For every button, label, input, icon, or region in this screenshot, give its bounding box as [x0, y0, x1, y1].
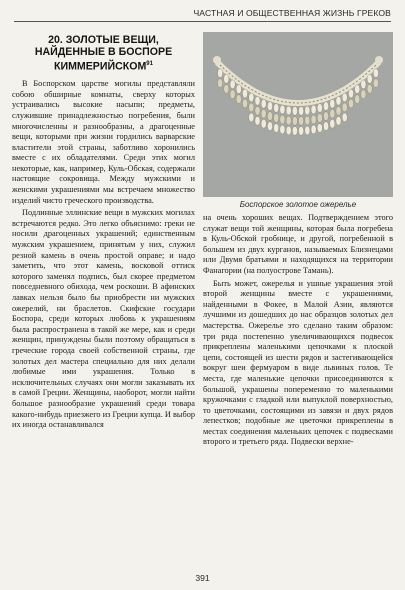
pendant: [286, 106, 291, 115]
pendant: [224, 75, 229, 84]
lion-head-clasp-left: [213, 56, 221, 64]
pendant: [311, 105, 316, 114]
pendant: [305, 126, 310, 135]
pendant: [286, 116, 291, 125]
figure-caption: Боспорское золотое ожерелье: [239, 200, 357, 209]
pendant: [230, 90, 235, 99]
page-number: 391: [195, 573, 210, 583]
pendant: [255, 106, 260, 115]
pendant: [261, 109, 266, 118]
pendant: [292, 117, 297, 126]
pendant: [255, 116, 260, 125]
pendant: [311, 115, 316, 124]
pendant: [330, 119, 335, 128]
pendant: [267, 112, 272, 121]
pendant: [218, 79, 223, 88]
pendant: [373, 79, 378, 88]
pendant: [330, 109, 335, 118]
pendant: [355, 85, 360, 94]
pendant: [292, 127, 297, 136]
pendant: [236, 85, 241, 94]
right-column: [203, 30, 393, 448]
pendant: [236, 95, 241, 104]
pendant: [274, 104, 279, 113]
paragraph: В Боспорском царстве могилы представляли собою обширные комнаты, сверху которых устраивались высокие насыпи; предметы, служившие принадлежностью погребения, были многочисленны и разнообразны, а драгоценные вещи, которыми при жизни гордились варварские властители этой страны, заботливо хоронились вместе с их обладателями. Среди этих могил некоторые, как, например, Куль-Обская, содержали настоящие сокровища. Между мужскими и женскими украшениями мы встречаем множество изделий чисто греческого производства.: [12, 79, 195, 205]
pendant: [336, 106, 341, 115]
pendant: [242, 99, 247, 108]
pendant: [242, 89, 247, 98]
pendant: [299, 107, 304, 116]
pendant: [355, 95, 360, 104]
pendant: [348, 89, 353, 98]
pendant: [292, 107, 297, 116]
pendant: [224, 85, 229, 94]
pendant: [342, 93, 347, 102]
pendant: [367, 85, 372, 94]
pendant: [267, 102, 272, 111]
pendant: [230, 80, 235, 89]
photo-background: [203, 32, 393, 197]
pendant: [261, 99, 266, 108]
header-rule: [14, 21, 391, 22]
right-column-text: [203, 213, 393, 448]
pendant: [255, 96, 260, 105]
pendant: [249, 103, 254, 112]
pendant: [299, 127, 304, 136]
paragraph: на очень хороших вещах. Подтверждением этого служат вещи той женщины, которая была погребена в Куль-Обской гробнице, и другой, погребенной в большем из двух курганов, называемых Близнецами или Двумя братьями и находящихся на территории Фанагории (на полуострове Тамань).: [203, 213, 393, 275]
chapter-footnote-ref: 91: [146, 61, 153, 68]
pendant: [274, 114, 279, 123]
pendant: [286, 126, 291, 135]
pendant: [342, 103, 347, 112]
pendant: [336, 116, 341, 125]
pendant: [280, 125, 285, 134]
pendant: [299, 117, 304, 126]
pendant: [249, 113, 254, 122]
pendant: [373, 69, 378, 78]
pendant: [280, 115, 285, 124]
pendant: [261, 119, 266, 128]
pendant: [330, 99, 335, 108]
pendant: [317, 114, 322, 123]
figure: [203, 32, 393, 210]
pendant: [361, 90, 366, 99]
pendant: [361, 80, 366, 89]
pendant: [267, 122, 272, 131]
lion-head-clasp-right: [375, 56, 383, 64]
pendant: [348, 99, 353, 108]
chapter-title-text: 20. ЗОЛОТЫЕ ВЕЩИ, НАЙДЕННЫЕ В БОСПОРЕ КИММЕРИЙСКОМ: [34, 34, 173, 73]
pendant: [342, 113, 347, 122]
pendant: [323, 112, 328, 121]
chapter-title: [12, 34, 195, 73]
left-column-text: [12, 79, 195, 431]
pendant: [336, 96, 341, 105]
pendant: [305, 116, 310, 125]
pendant: [323, 122, 328, 131]
pendant: [323, 102, 328, 111]
pendant: [218, 69, 223, 78]
pendant: [305, 106, 310, 115]
pendant: [311, 125, 316, 134]
pendant: [274, 124, 279, 133]
pendant: [249, 93, 254, 102]
pendant: [280, 105, 285, 114]
necklace-photo: [203, 32, 393, 197]
paragraph: Подлинные эллинские вещи в мужских могилах встречаются редко. Это легко объяснимо: греки не носили драгоценных украшений; единственным мужским украшением, принятым у них, служил резной камень в очень простой оправе; и надо заметить, что этот камень, восковой оттиск которого заменял подпись, был скорее предметом повседневного обихода, чем роскоши. В афинских лавках нельзя было бы приобрести ни мужских ожерелий, ни браслетов. Скифские государи Боспора, среди которых любовь к украшениям была распространена в такой же мере, как и среди женщин, принуждены были поэтому обращаться в греческие города своей собственной страны, где золотых дел мастера специально для них делали любимые ими украшения. Только в исключительных случаях они могли заказывать их в самой Греции. Женщины, наоборот, могли найти большое разнообразие украшений среди товара какого-нибудь приезжего из Греции купца. И выбор их иногда останавливался: [12, 208, 195, 430]
paragraph: Быть может, ожерелья и ушные украшения этой второй женщины вместе с украшениями, найденными в Фокее, в Малой Азии, являются лучшими из дошедших до нас образцов золотых дел мастерства. Ожерелье это сделано таким образом: три ряда постепенно увеличивающихся подвесок прикреплены маленькими цепочками к плоской цепи, состоящей из шести рядов и застегивающейся вокруг шеи фермуаром в виде львиных голов. Те места, где маленькие цепочки присоединяются к большой, украшены попеременно то маленькими кружочками с гладкой или выпуклой поверхностью, то цветочками, состоящими из завязи и двух рядов лепестков; подобные же цветочки прикреплены в местах соединения маленьких цепочек с подвесками второго и третьего ряда. Подвески верхне-: [203, 278, 393, 447]
pendant: [317, 104, 322, 113]
pendant: [367, 75, 372, 84]
left-column: [12, 30, 195, 431]
running-head: ЧАСТНАЯ И ОБЩЕСТВЕННАЯ ЖИЗНЬ ГРЕКОВ: [193, 8, 391, 18]
pendant: [317, 124, 322, 133]
